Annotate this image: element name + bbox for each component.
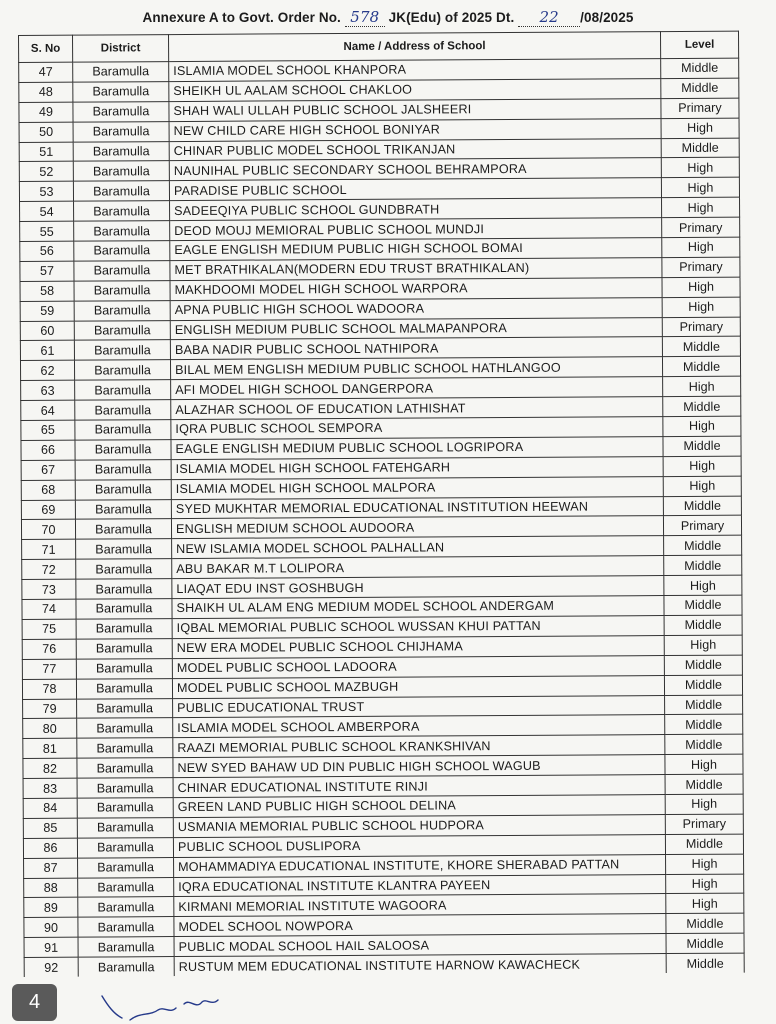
row-district: Baramulla — [78, 857, 174, 877]
row-district: Baramulla — [76, 619, 172, 639]
row-sno: 83 — [23, 778, 77, 798]
row-district: Baramulla — [74, 280, 170, 300]
row-district: Baramulla — [73, 62, 169, 82]
row-level: High — [665, 794, 743, 814]
row-sno: 52 — [19, 162, 73, 182]
row-district: Baramulla — [77, 817, 173, 837]
row-level: High — [666, 893, 744, 913]
row-sno: 59 — [20, 301, 74, 321]
row-level: Middle — [662, 337, 740, 357]
row-district: Baramulla — [78, 917, 174, 937]
row-school-name: PARADISE PUBLIC SCHOOL — [169, 178, 661, 201]
row-school-name: ALAZHAR SCHOOL OF EDUCATION LATHISHAT — [171, 397, 663, 420]
row-district: Baramulla — [75, 519, 171, 539]
row-district: Baramulla — [73, 81, 169, 101]
row-level: Middle — [666, 953, 744, 973]
row-school-name: MOHAMMADIYA EDUCATIONAL INSTITUTE, KHORE SHERABAD PATTAN — [174, 854, 666, 877]
row-school-name: PUBLIC EDUCATIONAL TRUST — [173, 695, 665, 718]
row-district: Baramulla — [77, 798, 173, 818]
row-sno: 60 — [20, 321, 74, 341]
row-sno: 57 — [20, 261, 74, 281]
row-district: Baramulla — [77, 718, 173, 738]
row-district: Baramulla — [76, 559, 172, 579]
col-header-level: Level — [660, 31, 738, 58]
title-prefix: Annexure A to Govt. Order No. — [142, 10, 341, 25]
row-level: High — [662, 297, 740, 317]
row-district: Baramulla — [78, 957, 174, 977]
row-level: Primary — [662, 317, 740, 337]
row-level: High — [663, 476, 741, 496]
row-sno: 47 — [19, 62, 73, 82]
row-level: Middle — [661, 138, 739, 158]
page-title — [0, 8, 776, 27]
row-school-name: BILAL MEM ENGLISH MEDIUM PUBLIC SCHOOL HATHLANGOO — [170, 357, 662, 380]
row-district: Baramulla — [78, 937, 174, 957]
row-level: High — [663, 456, 741, 476]
row-district: Baramulla — [76, 638, 172, 658]
row-level: Middle — [664, 595, 742, 615]
row-level: Middle — [665, 834, 743, 854]
row-sno: 81 — [23, 738, 77, 758]
row-sno: 48 — [19, 82, 73, 102]
row-sno: 80 — [23, 719, 77, 739]
row-school-name: AFI MODEL HIGH SCHOOL DANGERPORA — [171, 377, 663, 400]
row-level: Middle — [661, 78, 739, 98]
row-sno: 53 — [19, 182, 73, 202]
row-school-name: GREEN LAND PUBLIC HIGH SCHOOL DELINA — [173, 795, 665, 818]
row-district: Baramulla — [74, 320, 170, 340]
row-district: Baramulla — [77, 758, 173, 778]
row-district: Baramulla — [76, 579, 172, 599]
row-level: Middle — [663, 496, 741, 516]
row-level: Middle — [664, 615, 742, 635]
row-level: High — [662, 277, 740, 297]
row-school-name: MET BRATHIKALAN(MODERN EDU TRUST BRATHIKALAN) — [170, 257, 662, 280]
row-district: Baramulla — [74, 241, 170, 261]
row-district: Baramulla — [76, 599, 172, 619]
row-school-name: IQBAL MEMORIAL PUBLIC SCHOOL WUSSAN KHUI PATTAN — [172, 616, 664, 639]
row-district: Baramulla — [73, 161, 169, 181]
row-school-name: SADEEQIYA PUBLIC SCHOOL GUNDBRATH — [170, 198, 662, 221]
row-school-name: DEOD MOUJ MEMIORAL PUBLIC SCHOOL MUNDJI — [170, 218, 662, 241]
row-level: High — [666, 854, 744, 874]
order-number: 578 — [345, 8, 385, 27]
row-sno: 62 — [20, 361, 74, 381]
row-school-name: ISLAMIA MODEL SCHOOL KHANPORA — [169, 59, 661, 82]
row-level: Middle — [664, 655, 742, 675]
row-school-name: ISLAMIA MODEL SCHOOL AMBERPORA — [173, 715, 665, 738]
row-school-name: NEW ISLAMIA MODEL SCHOOL PALHALLAN — [172, 536, 664, 559]
row-sno: 71 — [22, 540, 76, 560]
row-district: Baramulla — [75, 420, 171, 440]
row-school-name: EAGLE ENGLISH MEDIUM PUBLIC SCHOOL LOGRIPORA — [171, 436, 663, 459]
row-sno: 56 — [20, 241, 74, 261]
row-level: High — [666, 874, 744, 894]
row-school-name: ISLAMIA MODEL HIGH SCHOOL MALPORA — [171, 476, 663, 499]
row-school-name: NEW ERA MODEL PUBLIC SCHOOL CHIJHAMA — [172, 635, 664, 658]
row-school-name: MODEL SCHOOL NOWPORA — [174, 914, 666, 937]
row-sno: 72 — [22, 559, 76, 579]
row-district: Baramulla — [77, 778, 173, 798]
row-school-name: SYED MUKHTAR MEMORIAL EDUCATIONAL INSTITUTION HEEWAN — [171, 496, 663, 519]
row-sno: 50 — [19, 122, 73, 142]
row-sno: 51 — [19, 142, 73, 162]
row-sno: 64 — [21, 400, 75, 420]
row-sno: 84 — [23, 798, 77, 818]
row-sno: 63 — [21, 380, 75, 400]
row-school-name: ENGLISH MEDIUM SCHOOL AUDOORA — [171, 516, 663, 539]
row-sno: 58 — [20, 281, 74, 301]
row-district: Baramulla — [75, 400, 171, 420]
row-sno: 91 — [24, 937, 78, 957]
row-school-name: MODEL PUBLIC SCHOOL LADOORA — [172, 655, 664, 678]
row-district: Baramulla — [75, 459, 171, 479]
row-sno: 66 — [21, 440, 75, 460]
row-school-name: LIAQAT EDU INST GOSHBUGH — [172, 576, 664, 599]
row-district: Baramulla — [74, 360, 170, 380]
col-header-name: Name / Address of School — [169, 32, 661, 62]
row-level: High — [664, 575, 742, 595]
row-level: Middle — [665, 774, 743, 794]
row-school-name: USMANIA MEMORIAL PUBLIC SCHOOL HUDPORA — [173, 814, 665, 837]
row-district: Baramulla — [75, 499, 171, 519]
row-level: Primary — [661, 98, 739, 118]
row-district: Baramulla — [74, 260, 170, 280]
row-school-name: SHEIKH UL AALAM SCHOOL CHAKLOO — [169, 78, 661, 101]
row-sno: 86 — [23, 838, 77, 858]
row-level: High — [661, 177, 739, 197]
title-suffix: /08/2025 — [580, 10, 634, 25]
row-school-name: CHINAR EDUCATIONAL INSTITUTE RINJI — [173, 775, 665, 798]
row-level: High — [663, 416, 741, 436]
row-level: Primary — [662, 257, 740, 277]
row-sno: 61 — [20, 341, 74, 361]
row-sno: 87 — [24, 858, 78, 878]
row-sno: 55 — [20, 221, 74, 241]
row-sno: 70 — [21, 520, 75, 540]
row-school-name: SHAH WALI ULLAH PUBLIC SCHOOL JALSHEERI — [169, 98, 661, 121]
row-sno: 67 — [21, 460, 75, 480]
row-level: High — [661, 158, 739, 178]
row-level: High — [661, 118, 739, 138]
row-level: High — [665, 754, 743, 774]
row-school-name: MODEL PUBLIC SCHOOL MAZBUGH — [172, 675, 664, 698]
row-school-name: APNA PUBLIC HIGH SCHOOL WADOORA — [170, 297, 662, 320]
row-district: Baramulla — [75, 479, 171, 499]
col-header-district: District — [73, 35, 169, 63]
row-district: Baramulla — [75, 380, 171, 400]
col-header-sno: S. No — [19, 35, 73, 62]
row-sno: 77 — [22, 659, 76, 679]
row-district: Baramulla — [77, 738, 173, 758]
row-district: Baramulla — [76, 539, 172, 559]
row-sno: 85 — [23, 818, 77, 838]
row-level: Primary — [663, 516, 741, 536]
row-district: Baramulla — [73, 181, 169, 201]
row-school-name: KIRMANI MEMORIAL INSTITUTE WAGOORA — [174, 894, 666, 917]
row-district: Baramulla — [73, 141, 169, 161]
row-sno: 49 — [19, 102, 73, 122]
row-sno: 68 — [21, 480, 75, 500]
row-sno: 76 — [22, 639, 76, 659]
row-sno: 54 — [20, 201, 74, 221]
order-day: 22 — [518, 8, 580, 27]
row-level: Middle — [664, 675, 742, 695]
row-sno: 69 — [21, 500, 75, 520]
row-level: Middle — [664, 555, 742, 575]
row-sno: 90 — [24, 917, 78, 937]
row-school-name: CHINAR PUBLIC MODEL SCHOOL TRIKANJAN — [169, 138, 661, 161]
row-district: Baramulla — [75, 439, 171, 459]
row-level: Middle — [664, 535, 742, 555]
row-district: Baramulla — [77, 837, 173, 857]
row-sno: 89 — [24, 898, 78, 918]
row-sno: 82 — [23, 758, 77, 778]
row-school-name: MAKHDOOMI MODEL HIGH SCHOOL WARPORA — [170, 277, 662, 300]
row-school-name: ABU BAKAR M.T LOLIPORA — [172, 556, 664, 579]
row-school-name: EAGLE ENGLISH MEDIUM PUBLIC HIGH SCHOOL BOMAI — [170, 238, 662, 261]
row-level: High — [662, 237, 740, 257]
row-school-name: IQRA PUBLIC SCHOOL SEMPORA — [171, 417, 663, 440]
row-sno: 65 — [21, 420, 75, 440]
row-level: Middle — [665, 714, 743, 734]
row-district: Baramulla — [78, 877, 174, 897]
row-sno: 73 — [22, 579, 76, 599]
row-district: Baramulla — [74, 340, 170, 360]
row-sno: 74 — [22, 599, 76, 619]
row-level: Primary — [665, 814, 743, 834]
row-school-name: PUBLIC SCHOOL DUSLIPORA — [173, 834, 665, 857]
row-school-name: NAUNIHAL PUBLIC SECONDARY SCHOOL BEHRAMPORA — [169, 158, 661, 181]
row-level: High — [664, 635, 742, 655]
title-mid: JK(Edu) of 2025 Dt. — [388, 10, 515, 25]
row-sno: 79 — [23, 699, 77, 719]
page-number-badge: 4 — [12, 984, 57, 1021]
row-level: Middle — [662, 356, 740, 376]
row-school-name: NEW SYED BAHAW UD DIN PUBLIC HIGH SCHOOL WAGUB — [173, 755, 665, 778]
signature-scribble — [100, 988, 230, 1022]
row-sno: 92 — [24, 957, 78, 977]
row-sno: 75 — [22, 619, 76, 639]
row-level: Middle — [661, 58, 739, 78]
row-district: Baramulla — [73, 121, 169, 141]
row-district: Baramulla — [76, 678, 172, 698]
table-row — [24, 953, 744, 977]
row-level: Middle — [666, 933, 744, 953]
row-school-name: BABA NADIR PUBLIC SCHOOL NATHIPORA — [170, 337, 662, 360]
row-school-name: NEW CHILD CARE HIGH SCHOOL BONIYAR — [169, 118, 661, 141]
row-district: Baramulla — [74, 221, 170, 241]
row-level: Middle — [665, 695, 743, 715]
row-school-name: RUSTUM MEM EDUCATIONAL INSTITUTE HARNOW KAWACHECK — [174, 954, 666, 976]
row-school-name: SHAIKH UL ALAM ENG MEDIUM MODEL SCHOOL ANDERGAM — [172, 596, 664, 619]
row-sno: 78 — [22, 679, 76, 699]
row-district: Baramulla — [74, 201, 170, 221]
row-level: Middle — [663, 396, 741, 416]
row-district: Baramulla — [76, 658, 172, 678]
row-district: Baramulla — [77, 698, 173, 718]
row-school-name: PUBLIC MODAL SCHOOL HAIL SALOOSA — [174, 934, 666, 957]
row-sno: 88 — [24, 878, 78, 898]
row-level: Primary — [662, 217, 740, 237]
row-district: Baramulla — [74, 300, 170, 320]
row-school-name: ENGLISH MEDIUM PUBLIC SCHOOL MALMAPANPORA — [170, 317, 662, 340]
row-district: Baramulla — [73, 101, 169, 121]
row-level: High — [663, 376, 741, 396]
row-school-name: RAAZI MEMORIAL PUBLIC SCHOOL KRANKSHIVAN — [173, 735, 665, 758]
row-level: Middle — [666, 913, 744, 933]
row-level: Middle — [665, 734, 743, 754]
row-school-name: IQRA EDUCATIONAL INSTITUTE KLANTRA PAYEEN — [174, 874, 666, 897]
row-district: Baramulla — [78, 897, 174, 917]
row-level: Middle — [663, 436, 741, 456]
row-school-name: ISLAMIA MODEL HIGH SCHOOL FATEHGARH — [171, 456, 663, 479]
schools-table — [18, 31, 745, 977]
row-level: High — [662, 197, 740, 217]
